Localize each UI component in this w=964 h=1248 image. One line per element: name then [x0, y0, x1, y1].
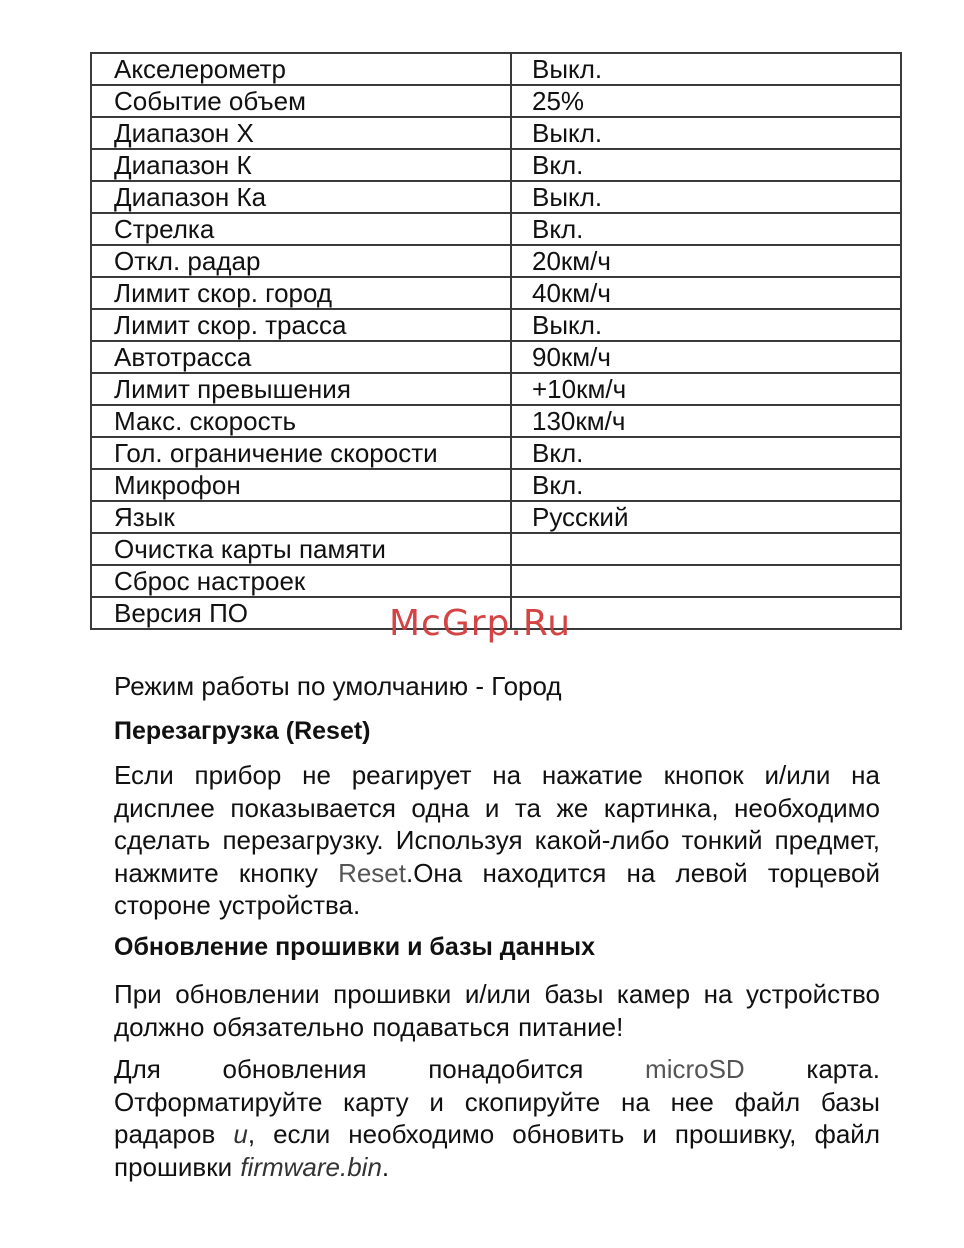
table-row: [91, 213, 901, 245]
setting-value: 40км/ч: [511, 277, 901, 309]
setting-value: 25%: [511, 85, 901, 117]
setting-label: Событие объем: [91, 85, 511, 117]
setting-label: Диапазон К: [91, 149, 511, 181]
update-paragraph-2: [114, 1053, 880, 1183]
setting-value: Вкл.: [511, 149, 901, 181]
microsd-term: microSD: [645, 1054, 745, 1084]
reset-heading: Перезагрузка (Reset): [114, 717, 371, 745]
update2-before: Для обновления понадобится: [114, 1054, 646, 1084]
setting-label: Диапазон Ка: [91, 181, 511, 213]
setting-value: 130км/ч: [511, 405, 901, 437]
watermark: McGrp.Ru: [389, 603, 572, 644]
setting-value: 90км/ч: [511, 341, 901, 373]
table-row: [91, 277, 901, 309]
setting-label: Очистка карты памяти: [91, 533, 511, 565]
table-row: [91, 437, 901, 469]
setting-label: Макс. скорость: [91, 405, 511, 437]
setting-value: Вкл.: [511, 469, 901, 501]
setting-label: Сброс настроек: [91, 565, 511, 597]
reset-text-before: Если прибор не реагирует на нажатие кнопок и/или на дисплее показывается одна и та же картинка, необходимо сделать перезагрузку. Используя какой-либо тонкий предмет, нажмите кнопку: [114, 760, 880, 888]
table-row: [91, 341, 901, 373]
default-mode-note: Режим работы по умолчанию - Город: [114, 671, 562, 701]
setting-value: Вкл.: [511, 437, 901, 469]
setting-value: Русский: [511, 501, 901, 533]
setting-label: Стрелка: [91, 213, 511, 245]
firmware-filename: firmware.bin: [240, 1151, 382, 1182]
table-row: [91, 149, 901, 181]
setting-label: Лимит скор. трасса: [91, 309, 511, 341]
table-row: [91, 565, 901, 597]
setting-value: Вкл.: [511, 213, 901, 245]
table-row: [91, 309, 901, 341]
reset-button-name: Reset: [338, 857, 406, 888]
update-heading: Обновление прошивки и базы данных: [114, 933, 596, 961]
table-row: [91, 53, 901, 85]
update2-end: .: [381, 1151, 390, 1182]
update2-mid: карта. Отформатируйте карту и скопируйте на нее файл базы радаров: [114, 1054, 880, 1149]
setting-label: Диапазон X: [91, 117, 511, 149]
update2-mid2: , если необходимо обновить и прошивку, файл прошивки: [114, 1119, 880, 1182]
table-row: [91, 117, 901, 149]
table-row: [91, 469, 901, 501]
and-term: и: [233, 1119, 248, 1149]
setting-value: Выкл.: [511, 117, 901, 149]
setting-label: Гол. ограничение скорости: [91, 437, 511, 469]
table-row: [91, 533, 901, 565]
setting-label: Автотрасса: [91, 341, 511, 373]
setting-label: Лимит превышения: [91, 373, 511, 405]
reset-paragraph: [114, 759, 880, 922]
setting-label: Лимит скор. город: [91, 277, 511, 309]
table-row: [91, 373, 901, 405]
table-row: [91, 501, 901, 533]
update-paragraph-1: При обновлении прошивки и/или базы камер на устройство должно обязательно подаваться питание!: [114, 979, 880, 1042]
setting-value: +10км/ч: [511, 373, 901, 405]
table-row: [91, 245, 901, 277]
table-row: [91, 405, 901, 437]
setting-label: Версия ПО: [91, 597, 511, 629]
setting-value: [511, 565, 901, 597]
setting-value: 20км/ч: [511, 245, 901, 277]
setting-value: Выкл.: [511, 181, 901, 213]
setting-value: [511, 533, 901, 565]
setting-label: Откл. радар: [91, 245, 511, 277]
setting-value: Выкл.: [511, 309, 901, 341]
setting-label: Язык: [91, 501, 511, 533]
reset-text-after: .Она находится на левой торцевой стороне устройства.: [114, 857, 880, 920]
setting-label: Микрофон: [91, 469, 511, 501]
setting-value: Выкл.: [511, 53, 901, 85]
table-row: [91, 181, 901, 213]
table-row: [91, 85, 901, 117]
setting-label: Акселерометр: [91, 53, 511, 85]
settings-table: [90, 52, 902, 630]
